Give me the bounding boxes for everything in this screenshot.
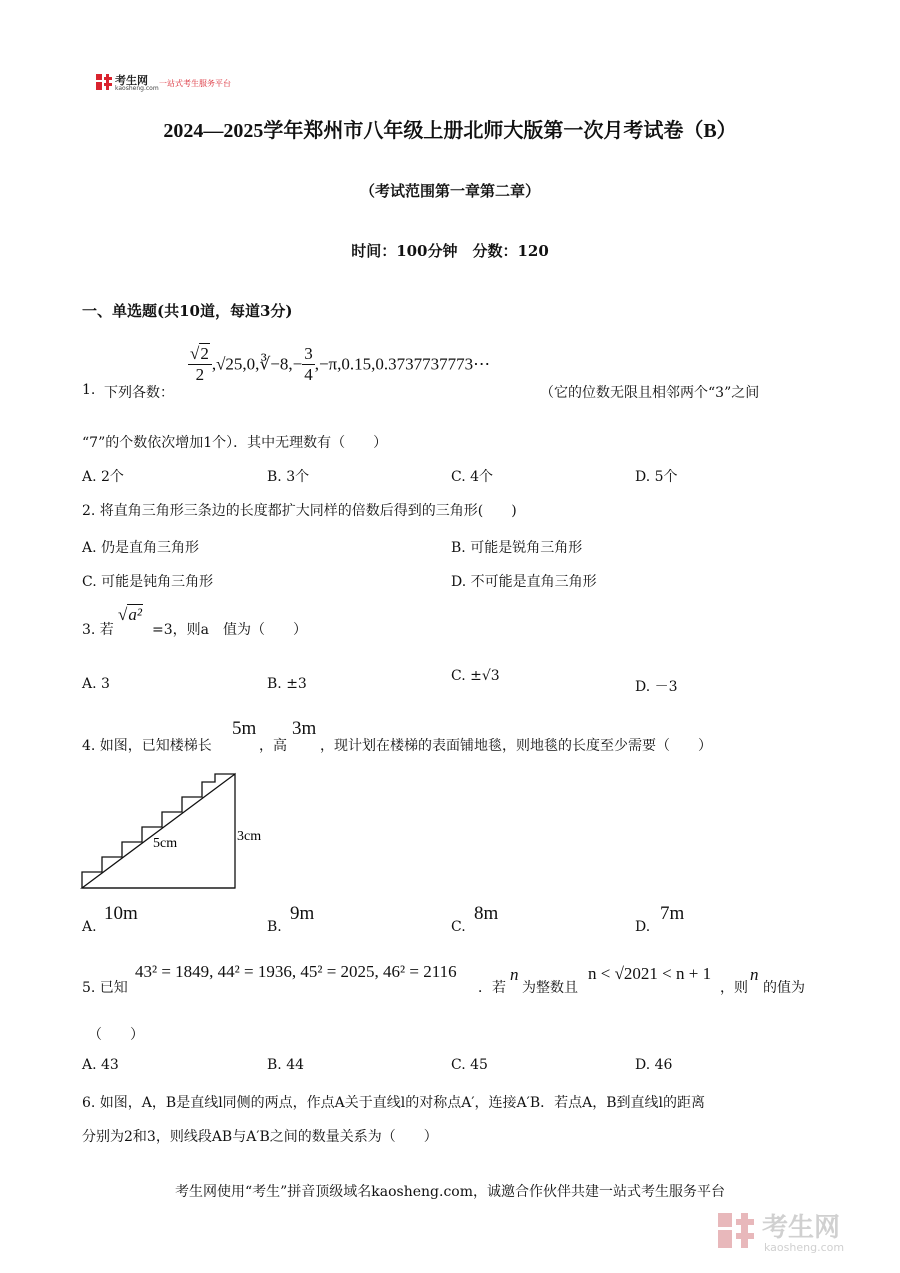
q3-pre: 3. 若 — [82, 622, 114, 638]
figure-side-label: 3cm — [237, 829, 262, 844]
watermark-logo-icon — [716, 1211, 756, 1251]
q2-option-b: B. 可能是锐角三角形 — [451, 540, 583, 556]
q5-equation: 43² = 1849, 44² = 1936, 45² = 2025, 46² = 2116 — [135, 962, 457, 981]
q4-pre: 4. 如图，已知楼梯长 — [82, 738, 212, 754]
q1-math — [188, 344, 490, 400]
staircase-figure — [80, 772, 280, 894]
q1-prefix: 下列各数： — [104, 385, 174, 401]
q5-option-a: A. 43 — [82, 1057, 119, 1073]
q1-option-c: C. 4个 — [451, 469, 494, 485]
watermark-name: 考生网 — [762, 1213, 841, 1243]
logo-name: 考生网 — [115, 74, 148, 87]
page-footer: 考生网使用“考生”拼音顶级域名kaosheng.com，诚邀合作伙伴共建一站式考生服务平台 — [174, 1184, 726, 1200]
q3-option-c: C. ±√3 — [451, 668, 500, 684]
q5-n: n — [510, 965, 519, 984]
q5-line2: （ ） — [88, 1027, 144, 1043]
q3-option-a: A. 3 — [82, 676, 110, 692]
q1-frac-sqrt2: $\frac{√2}{2}$ — [188, 344, 212, 385]
logo-slogan: 一站式考生服务平台 — [159, 79, 231, 88]
q4-option-c-letter: C. — [451, 919, 466, 935]
q4-post: ，现计划在楼梯的表面铺地毯，则地毯的长度至少需要（ ） — [320, 738, 712, 754]
q1-list-a: ,√25,0,∛−8,− — [211, 354, 303, 374]
kaosheng-logo-icon — [95, 73, 113, 91]
time-score: 时间：100分钟 分数：120 — [351, 242, 549, 260]
q1-option-a: A. 2个 — [82, 469, 124, 485]
figure-hyp-label: 5cm — [153, 836, 178, 851]
q2-option-a: A. 仍是直角三角形 — [82, 540, 200, 556]
q4-option-a-value: 10m — [104, 903, 138, 924]
q4-option-d-letter: D. — [635, 919, 651, 935]
q3-post: =3，则a 值为（ ） — [152, 622, 307, 638]
q5-option-c: C. 45 — [451, 1057, 488, 1073]
q3-option-b: B. ±3 — [267, 676, 307, 692]
q2-option-d: D. 不可能是直角三角形 — [451, 574, 597, 590]
q3-option-d: D. －3 — [635, 679, 678, 695]
q2-text: 2. 将直角三角形三条边的长度都扩大同样的倍数后得到的三角形( ) — [82, 503, 517, 519]
logo-domain: kaosheng.com — [115, 85, 159, 92]
q4-option-b-letter: B. — [267, 919, 282, 935]
q4-option-c-value: 8m — [474, 903, 499, 924]
q1-number: 1. — [82, 382, 96, 398]
q4-length: 5m — [232, 718, 257, 739]
q5-mid2: 为整数且 — [522, 980, 578, 996]
q5-n2: n — [750, 965, 759, 984]
q1-option-b: B. 3个 — [267, 469, 310, 485]
q4-option-a-letter: A. — [82, 919, 97, 935]
section-heading: 一、单选题(共10道，每道3分) — [82, 302, 293, 320]
q1-list-b: ,−π,0.15,0.3737737773⋯ — [314, 354, 491, 374]
page-title: 2024—2025学年郑州市八年级上册北师大版第一次月考试卷（B） — [163, 120, 737, 142]
q4-mid: ，高 — [259, 738, 287, 754]
q2-option-c: C. 可能是钝角三角形 — [82, 574, 214, 590]
q5-option-b: B. 44 — [267, 1057, 305, 1073]
q6-line1: 6. 如图，A，B是直线l同侧的两点，作点A关于直线l的对称点A′，连接A′B．若点A，B到直线l的距离 — [82, 1095, 706, 1111]
q4-option-d-value: 7m — [660, 903, 685, 924]
q3-sqrt: √a² — [118, 605, 142, 624]
q5-mid1: ．若 — [478, 980, 506, 996]
watermark-domain: kaosheng.com — [764, 1241, 845, 1254]
q1-option-d: D. 5个 — [635, 469, 678, 485]
q5-post2: 的值为 — [763, 980, 805, 996]
q1-frac-34: $\frac{3}{4}$ — [304, 344, 313, 384]
q5-option-d: D. 46 — [635, 1057, 673, 1073]
q1-note: （它的位数无限且相邻两个“3”之间 — [540, 385, 760, 401]
q5-pre: 5. 已知 — [82, 980, 128, 996]
q6-line2: 分别为2和3，则线段AB与A′B之间的数量关系为（ ） — [82, 1129, 438, 1145]
staircase-triangle — [82, 774, 235, 888]
q5-post: ，则 — [720, 980, 748, 996]
watermark — [716, 1207, 886, 1257]
q1-line2: “7”的个数依次增加1个）．其中无理数有（ ） — [82, 435, 388, 451]
q5-inequality: n < √2021 < n + 1 — [588, 964, 712, 983]
page-subtitle: （考试范围第一章第二章） — [359, 182, 540, 200]
q4-height: 3m — [292, 718, 317, 739]
q4-option-b-value: 9m — [290, 903, 315, 924]
